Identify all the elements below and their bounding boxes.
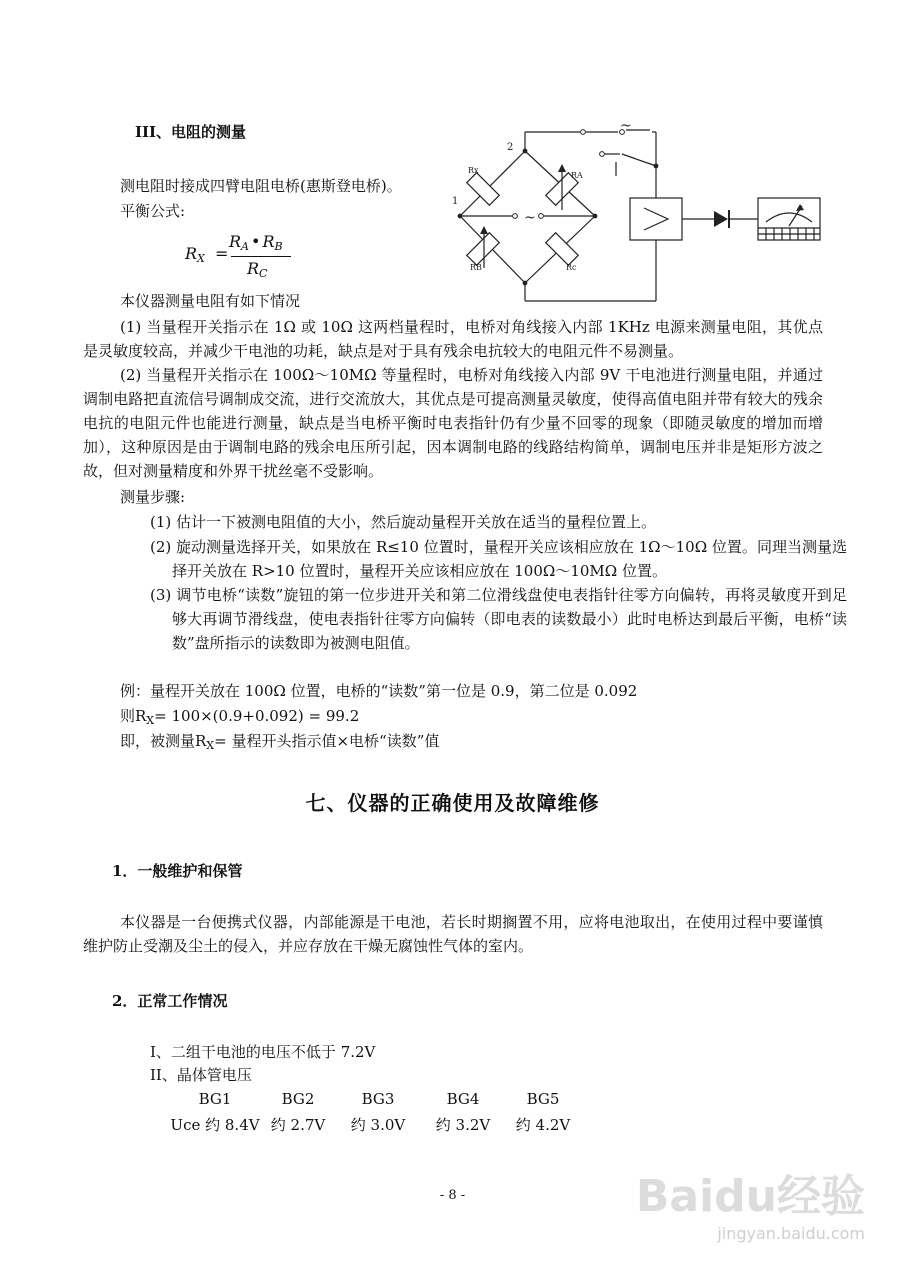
formula-equals: = [215,244,229,263]
chapter-title: 七、仪器的正确使用及故障维修 [305,791,600,815]
paragraph-1kHz: (1) 当量程开关指示在 1Ω 或 10Ω 这两档量程时，电桥对角线接入内部 1KHz 电源来测量电阻，其优点是灵敏度较高，并减少干电池的功耗，缺点是对于具有残余电抗较大的电阻元件不易测量。 [83,318,823,360]
table-header: BG1 [198,1090,232,1108]
table-header: BG3 [361,1090,395,1108]
formula-lhs: $R_X$ [185,244,205,265]
battery-voltage-item: I、二组干电池的电压不低于 7.2V [150,1043,376,1061]
maintenance-heading: 1．一般维护和保管 [112,862,243,880]
table-cell: 约 3.0V [350,1116,406,1134]
table-cell: Uce 约 8.4V [170,1116,260,1134]
section-heading: III、电阻的测量 [135,123,247,141]
formula-denominator: $R_C$ [247,259,268,280]
ra-label: RA [571,171,583,180]
intro-line: 测电阻时接成四臂电阻电桥(惠斯登电桥)。 [120,177,402,195]
rc-label: Rc [566,263,577,272]
step-1: (1) 估计一下被测电阻值的大小，然后旋动量程开关放在适当的量程位置上。 [150,513,657,531]
table-header: BG4 [446,1090,480,1108]
ac-switch-symbol: ~ [620,118,632,134]
node-label-1: 1 [452,196,459,207]
table-header: BG5 [526,1090,560,1108]
table-cell: 约 4.2V [515,1116,571,1134]
rb-label: RB [470,263,482,272]
fraction-bar [231,256,291,257]
example-line: 例：量程开关放在 100Ω 位置，电桥的“读数”第一位是 0.9，第二位是 0.092 [120,682,638,700]
step-3: (3) 调节电桥“读数”旋钮的第一位步进开关和第二位滑线盘使电表指针往零方向偏转，再将灵敏度开到足够大再调节滑线盘，使电表指针往零方向偏转（即电表的读数最小）此时电桥达到最后平衡，电桥“读数”盘所指示的读数即为被测电阻值。 [150,586,847,652]
page-number: - 8 - [439,1188,466,1203]
situation-title: 本仪器测量电阻有如下情况 [120,292,301,310]
table-cell: 约 3.2V [435,1116,491,1134]
step-2: (2) 旋动测量选择开关，如果放在 R≤10 位置时，量程开关应该相应放在 1Ω～10Ω 位置。同理当测量选择开关放在 R>10 位置时，量程开关应该相应放在 100Ω～10MΩ 位置。 [150,538,847,580]
node-label-2: 2 [507,142,514,153]
formula-numerator: $R_A$ • $R_B$ [229,232,283,253]
paragraph-dc-battery: (2) 当量程开关指示在 100Ω～10MΩ 等量程时，电桥对角线接入内部 9V 干电池进行测量电阻，并通过调制电路把直流信号调制成交流，进行交流放大，其优点是可提高测量灵敏度，使得高值电阻并带有较大的残余电抗的电阻元件也能进行测量，缺点是当电桥平衡时电表指针仍有少量不回零的现象（即随灵敏度的增加而增加），这种原因是由于调制电路的残余电压所引起，因本调制电路的线路结构简单，调制电压并非是矩形方波之故，但对测量精度和外界干扰丝毫不受影响。 [83,366,823,480]
result-line: 即，被测量$R_X=$ 量程开头指示值×电桥“读数”值 [120,732,440,752]
balance-formula-label: 平衡公式: [120,202,186,220]
bridge-circuit-diagram [440,118,830,308]
maintenance-body: 本仪器是一台便携式仪器，内部能源是干电池，若长时期搁置不用，应将电池取出，在使用过程中要谨慎维护防止受潮及尘土的侵入，并应存放在干燥无腐蚀性气体的室内。 [83,913,823,955]
baidu-watermark [625,1160,865,1250]
table-header: BG2 [281,1090,315,1108]
steps-title: 测量步骤: [120,488,186,506]
transistor-voltage-item: II、晶体管电压 [150,1066,252,1084]
watermark-brand: Baidu经验 [635,1171,865,1222]
normal-heading: 2．正常工作情况 [112,992,228,1010]
table-cell: 约 2.7V [270,1116,326,1134]
ac-source-symbol: ~ [524,210,536,226]
rx-label: Rx [468,166,479,175]
calculation-line: 则$R_X= 100\times(0.9+0.092) = 99.2$ [120,707,360,727]
watermark-url: jingyan.baidu.com [717,1224,865,1243]
